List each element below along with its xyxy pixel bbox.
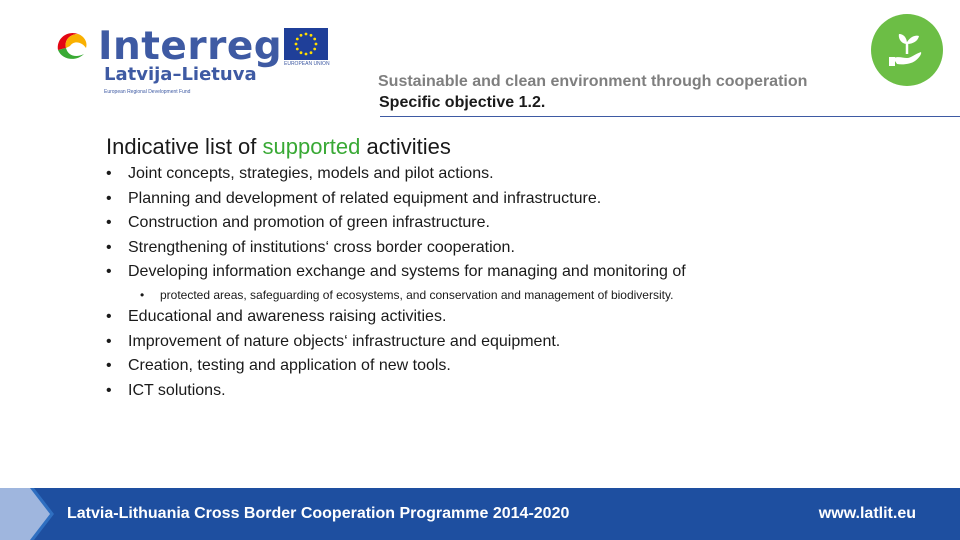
eu-flag-icon bbox=[284, 28, 328, 60]
activity-list bbox=[106, 162, 686, 285]
environment-badge bbox=[871, 14, 943, 86]
sub-list-item: • protected areas, safeguarding of ecosystems, and conservation and management of biodiversity. bbox=[140, 285, 673, 305]
interreg-logo bbox=[52, 24, 342, 104]
logo-subtitle: Latvija–Lietuva bbox=[104, 64, 257, 85]
heading-text: Indicative list of bbox=[106, 134, 257, 159]
heading-text-end: activities bbox=[366, 134, 451, 159]
activity-list-continued bbox=[106, 305, 560, 403]
list-item: • Joint concepts, strategies, models and pilot actions. bbox=[106, 162, 686, 187]
footer-bar bbox=[0, 488, 960, 540]
header-subtitle: Specific objective 1.2. bbox=[379, 94, 546, 111]
list-item: • Planning and development of related equipment and infrastructure. bbox=[106, 187, 686, 212]
list-item: • Improvement of nature objects‘ infrastructure and equipment. bbox=[106, 330, 560, 355]
list-item: • Creation, testing and application of new tools. bbox=[106, 354, 560, 379]
heading-accent: supported bbox=[262, 134, 361, 159]
slide-heading bbox=[106, 134, 451, 160]
list-item: • Construction and promotion of green infrastructure. bbox=[106, 211, 686, 236]
list-item: • Developing information exchange and systems for managing and monitoring of bbox=[106, 260, 686, 285]
chevron-right-icon bbox=[0, 488, 60, 540]
list-item: • Strengthening of institutions‘ cross border cooperation. bbox=[106, 236, 686, 261]
plant-in-hand-icon bbox=[871, 14, 943, 86]
list-item: • ICT solutions. bbox=[106, 379, 560, 404]
interreg-swirl-icon bbox=[52, 28, 94, 64]
header-title: Sustainable and clean environment through cooperation bbox=[378, 73, 808, 90]
logo-wordmark: Interreg bbox=[98, 24, 283, 69]
activity-sublist bbox=[140, 285, 673, 305]
logo-tagline: European Regional Development Fund bbox=[104, 89, 191, 95]
header-divider bbox=[380, 116, 960, 117]
list-item: • Educational and awareness raising activities. bbox=[106, 305, 560, 330]
footer-url-link[interactable]: www.latlit.eu bbox=[818, 505, 916, 522]
footer-programme: Latvia-Lithuania Cross Border Cooperation Programme 2014-2020 bbox=[67, 505, 570, 522]
eu-caption: EUROPEAN UNION bbox=[284, 61, 330, 67]
